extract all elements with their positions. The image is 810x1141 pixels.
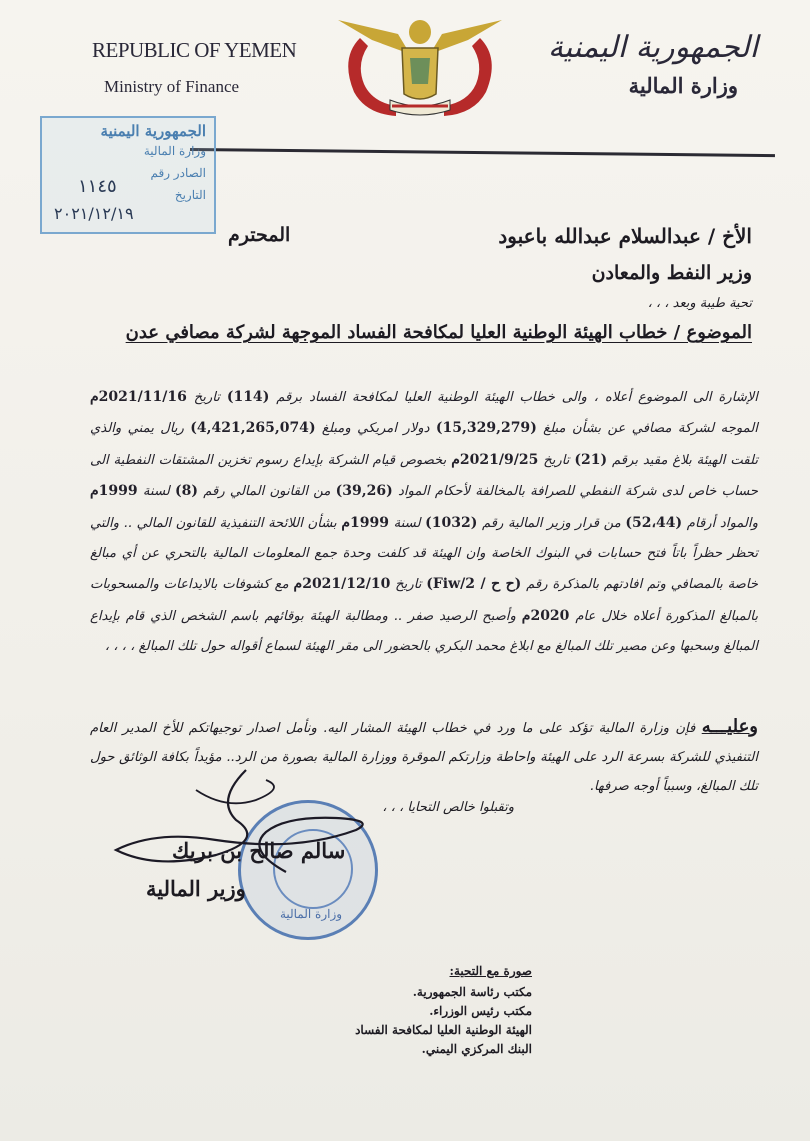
subject-line: الموضوع / خطاب الهيئة الوطنية العليا لمكافحة الفساد الموجهة لشركة مصافي عدن (125, 322, 752, 343)
reference-stamp (40, 116, 216, 234)
stamp-country: الجمهورية اليمنية (100, 122, 206, 140)
handwritten-signature-icon (96, 760, 396, 900)
list-item: الهيئة الوطنية العليا لمكافحة الفساد (355, 1023, 532, 1037)
english-letterhead (92, 38, 312, 97)
stamp-ministry: وزارة المالية (143, 144, 206, 158)
arabic-letterhead (508, 30, 758, 98)
conclusion-lead: وعليـــه (701, 716, 758, 737)
list-item: مكتب رئيس الوزراء. (429, 1004, 532, 1018)
arabic-ministry-name: وزارة المالية (628, 73, 738, 98)
stamp-number-label: الصادر رقم (150, 166, 206, 180)
greeting: تحية طيبة وبعد ، ، ، (647, 296, 752, 311)
signer-name: سالم صالح بن بريك (172, 838, 346, 863)
header-divider (190, 148, 775, 157)
english-country-name: REPUBLIC OF YEMEN (92, 38, 297, 62)
closing-line: وتقبلوا خالص التحايا ، ، ، (382, 800, 514, 815)
yemen-emblem-icon (332, 14, 508, 122)
recipient-honorific: المحترم (228, 224, 291, 246)
list-item: مكتب رئاسة الجمهورية. (412, 985, 532, 999)
recipient-title: وزير النفط والمعادن (591, 262, 752, 284)
conclusion-text: فإن وزارة المالية تؤكد على ما ورد في خطاب الهيئة المشار اليه. ونأمل اصدار توجيهاتكم للأخ المدير العام التنفيذي للشركة بسرعة الرد على الهيئة واحاطة وزارتكم الموقرة ووزارة المالية بصورة من الرد.. مؤيداً بكافة الوثائق حول تلك المبالغ، وسبباً أوجه صرفها. (90, 721, 758, 794)
copy-to-list (322, 962, 532, 1059)
stamp-date-label: التاريخ (174, 188, 206, 202)
seal-text: وزارة المالية (279, 907, 343, 921)
cc-title: صورة مع التحية: (449, 964, 532, 978)
list-item: البنك المركزي اليمني. (421, 1042, 532, 1056)
english-ministry-name: Ministry of Finance (104, 77, 240, 96)
arabic-country-name: الجمهورية اليمنية (547, 30, 758, 65)
reference-number: ١١٤٥ (78, 176, 117, 197)
letter-body (90, 382, 758, 663)
recipient-name: الأخ / عبدالسلام عبدالله باعبود (498, 224, 752, 248)
signer-title: وزير المالية (146, 876, 246, 901)
reference-date: ٢٠٢١/١٢/١٩ (54, 204, 134, 223)
body-paragraph: الإشارة الى الموضوع أعلاه ، والى خطاب الهيئة الوطنية العليا لمكافحة الفساد برقم (114) تاريخ 2021/11/16م الموجه لشركة مصافي عن بشأن مبلغ (15,329,279) دولار امريكي ومبلغ (4,421,265,074) ريال يمني والذي تلقت الهيئة بلاغ مقيد برقم (21) تاريخ 2021/9/25م بخصوص قيام الشركة بإيداع رسوم تخزين المشتقات النفطية الى حساب خاص لدى شركة النفطي للصرافة بالمخالفة لأحكام المواد (39,26) من القانون المالي رقم (8) لسنة 1999م والمواد أرقام (52،44) من قرار وزير المالية رقم (1032) لسنة 1999م بشأن اللائحة التنفيذية للقانون المالي .. والتي تحظر حظراً باتاً فتح حسابات في البنوك الخاصة وان الهيئة قد كلفت وحدة جمع المعلومات المالية بالتحري عن أي مبالغ خاصة بالمصافي وتم افادتهم بالمذكرة رقم (ح ح / 2/Fiw) تاريخ 2021/12/10م مع كشوفات بالايداعات والمسحوبات بالمبالغ المذكورة أعلاه خلال عام 2020م وأصبح الرصيد صفر .. ومطالبة الهيئة بوقائهم باسم الشخص الذي قام بإيداع المبالغ وسحبها وعن مصير تلك المبالغ مع ابلاغ محمد البكري بالحضور الى مقر الهيئة لسماع أقواله حول تلك المبالغ ، ، ، ، (90, 389, 759, 655)
